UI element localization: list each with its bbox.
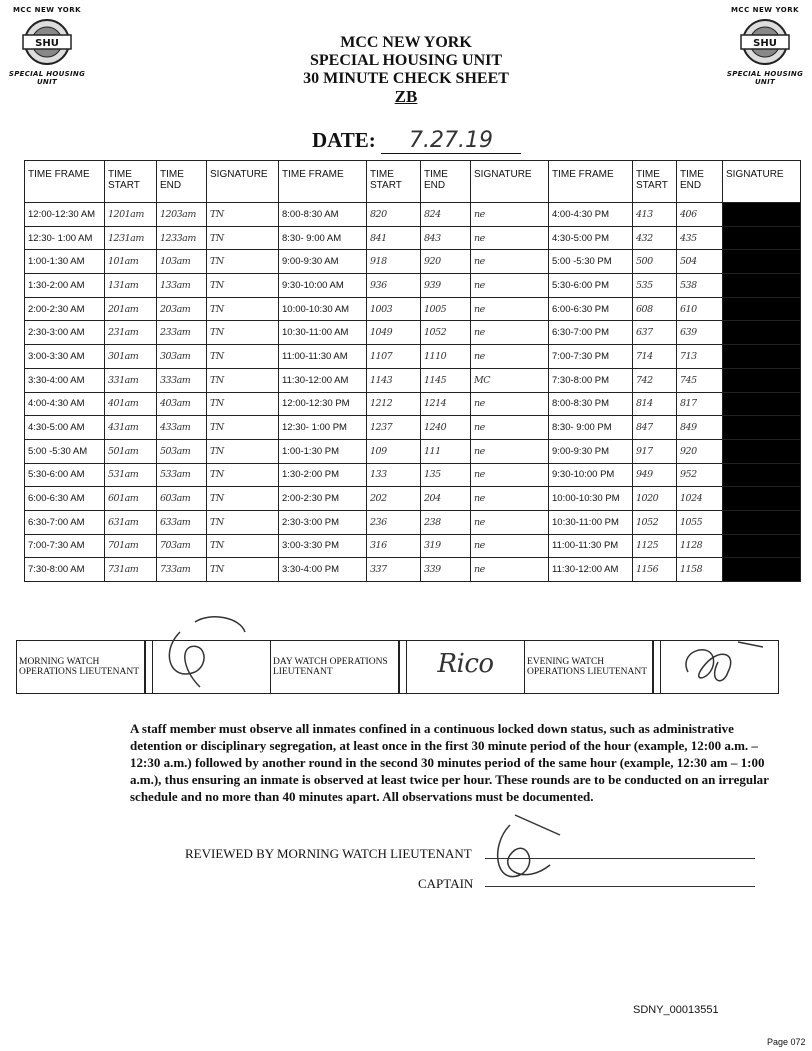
- signature-cell[interactable]: TN: [207, 321, 279, 345]
- time-entry-cell[interactable]: 500: [633, 250, 677, 274]
- time-frame-cell: 11:30-12:00 AM: [279, 368, 367, 392]
- time-entry-cell[interactable]: 920: [677, 439, 723, 463]
- time-entry-cell[interactable]: 103am: [157, 250, 207, 274]
- table-row: [25, 416, 801, 440]
- time-frame-cell: 7:00-7:30 AM: [25, 534, 105, 558]
- time-entry-cell[interactable]: 1214: [421, 392, 471, 416]
- day-watch-label: DAY WATCH OPERATIONS LIEUTENANT: [271, 641, 399, 694]
- logo-bottom-text: SPECIAL HOUSING UNIT: [726, 70, 804, 86]
- time-frame-cell: 10:30-11:00 PM: [549, 510, 633, 534]
- signature-cell[interactable]: TN: [207, 274, 279, 298]
- redacted-cell: [723, 439, 801, 463]
- signature-cell[interactable]: TN: [207, 534, 279, 558]
- time-entry-cell[interactable]: 238: [421, 510, 471, 534]
- signature-cell[interactable]: ne: [471, 510, 549, 534]
- redacted-cell: [723, 321, 801, 345]
- time-entry-cell[interactable]: 1125: [633, 534, 677, 558]
- time-entry-cell[interactable]: 847: [633, 416, 677, 440]
- signature-cell[interactable]: TN: [207, 368, 279, 392]
- time-frame-cell: 4:00-4:30 PM: [549, 203, 633, 227]
- time-frame-cell: 5:30-6:00 PM: [549, 274, 633, 298]
- time-entry-cell[interactable]: 131am: [105, 274, 157, 298]
- table-row: [25, 226, 801, 250]
- column-header: SIGNATURE: [207, 161, 279, 203]
- evening-watch-label: EVENING WATCH OPERATIONS LIEUTENANT: [525, 641, 653, 694]
- time-entry-cell[interactable]: 1212: [367, 392, 421, 416]
- redacted-cell: [723, 203, 801, 227]
- evening-signature-field[interactable]: [661, 641, 779, 694]
- time-frame-cell: 1:30-2:00 PM: [279, 463, 367, 487]
- time-entry-cell[interactable]: 435: [677, 226, 723, 250]
- time-entry-cell[interactable]: 633am: [157, 510, 207, 534]
- table-body: [25, 203, 801, 582]
- time-frame-cell: 2:00-2:30 AM: [25, 297, 105, 321]
- table-row: [25, 297, 801, 321]
- time-frame-cell: 2:30-3:00 AM: [25, 321, 105, 345]
- signature-cell[interactable]: TN: [207, 558, 279, 582]
- signature-cell[interactable]: ne: [471, 558, 549, 582]
- time-frame-cell: 6:00-6:30 AM: [25, 487, 105, 511]
- time-entry-cell[interactable]: 952: [677, 463, 723, 487]
- time-frame-cell: 12:30- 1:00 AM: [25, 226, 105, 250]
- time-entry-cell[interactable]: 403am: [157, 392, 207, 416]
- time-entry-cell[interactable]: 1158: [677, 558, 723, 582]
- time-entry-cell[interactable]: 639: [677, 321, 723, 345]
- signature-cell[interactable]: ne: [471, 439, 549, 463]
- table-row: [25, 463, 801, 487]
- time-entry-cell[interactable]: 1237: [367, 416, 421, 440]
- redacted-cell: [723, 463, 801, 487]
- time-frame-cell: 5:00 -5:30 PM: [549, 250, 633, 274]
- time-frame-cell: 7:00-7:30 PM: [549, 345, 633, 369]
- time-entry-cell[interactable]: 920: [421, 250, 471, 274]
- review-signature-line[interactable]: [485, 858, 755, 859]
- redacted-cell: [723, 274, 801, 298]
- time-frame-cell: 4:30-5:00 AM: [25, 416, 105, 440]
- time-frame-cell: 7:30-8:00 PM: [549, 368, 633, 392]
- morning-signature-field[interactable]: [153, 641, 271, 694]
- document-header: [0, 34, 812, 106]
- header-line1: MCC NEW YORK: [340, 34, 472, 51]
- logo-top-text: MCC NEW YORK: [730, 6, 800, 14]
- table-row: [25, 510, 801, 534]
- table-row: [25, 250, 801, 274]
- signature-cell[interactable]: ne: [471, 345, 549, 369]
- redacted-cell: [723, 297, 801, 321]
- time-entry-cell[interactable]: 231am: [105, 321, 157, 345]
- redacted-cell: [723, 368, 801, 392]
- column-header: TIME FRAME: [549, 161, 633, 203]
- redacted-cell: [723, 392, 801, 416]
- time-entry-cell[interactable]: 1052: [633, 510, 677, 534]
- signature-cell[interactable]: TN: [207, 416, 279, 440]
- signature-cell[interactable]: TN: [207, 250, 279, 274]
- seal-text: SHU: [753, 38, 777, 49]
- time-entry-cell[interactable]: 1049: [367, 321, 421, 345]
- time-entry-cell[interactable]: 939: [421, 274, 471, 298]
- date-row: [312, 128, 521, 154]
- time-entry-cell[interactable]: 1024: [677, 487, 723, 511]
- time-frame-cell: 7:30-8:00 AM: [25, 558, 105, 582]
- time-entry-cell[interactable]: 637: [633, 321, 677, 345]
- time-entry-cell[interactable]: 203am: [157, 297, 207, 321]
- table-row: [25, 558, 801, 582]
- time-entry-cell[interactable]: 406: [677, 203, 723, 227]
- signature-cell[interactable]: TN: [207, 463, 279, 487]
- time-frame-cell: 10:00-10:30 PM: [549, 487, 633, 511]
- signature-cell[interactable]: ne: [471, 463, 549, 487]
- table-row: [25, 534, 801, 558]
- time-entry-cell[interactable]: 337: [367, 558, 421, 582]
- time-entry-cell[interactable]: 133: [367, 463, 421, 487]
- redacted-cell: [723, 416, 801, 440]
- time-entry-cell[interactable]: 917: [633, 439, 677, 463]
- signature-cell[interactable]: ne: [471, 487, 549, 511]
- time-entry-cell[interactable]: 733am: [157, 558, 207, 582]
- time-entry-cell[interactable]: 503am: [157, 439, 207, 463]
- time-entry-cell[interactable]: 433am: [157, 416, 207, 440]
- time-entry-cell[interactable]: 101am: [105, 250, 157, 274]
- time-frame-cell: 8:30- 9:00 AM: [279, 226, 367, 250]
- time-frame-cell: 1:00-1:30 AM: [25, 250, 105, 274]
- time-frame-cell: 9:00-9:30 PM: [549, 439, 633, 463]
- signature-cell[interactable]: TN: [207, 345, 279, 369]
- time-frame-cell: 2:30-3:00 PM: [279, 510, 367, 534]
- time-entry-cell[interactable]: 817: [677, 392, 723, 416]
- time-entry-cell[interactable]: 535: [633, 274, 677, 298]
- signature-cell[interactable]: ne: [471, 392, 549, 416]
- signature-cell[interactable]: ne: [471, 297, 549, 321]
- time-entry-cell[interactable]: 820: [367, 203, 421, 227]
- table-row: [25, 439, 801, 463]
- time-frame-cell: 8:30- 9:00 PM: [549, 416, 633, 440]
- date-label: DATE:: [312, 128, 376, 152]
- signature-cell[interactable]: ne: [471, 416, 549, 440]
- redacted-cell: [723, 558, 801, 582]
- table-header-row: [25, 161, 801, 203]
- page-number: Page 072: [767, 1037, 806, 1047]
- time-frame-cell: 9:00-9:30 AM: [279, 250, 367, 274]
- time-entry-cell[interactable]: 1052: [421, 321, 471, 345]
- time-frame-cell: 9:30-10:00 PM: [549, 463, 633, 487]
- time-frame-cell: 10:30-11:00 AM: [279, 321, 367, 345]
- time-entry-cell[interactable]: 608: [633, 297, 677, 321]
- signature-cell[interactable]: ne: [471, 250, 549, 274]
- redacted-cell: [723, 345, 801, 369]
- time-frame-cell: 2:00-2:30 PM: [279, 487, 367, 511]
- time-entry-cell[interactable]: 401am: [105, 392, 157, 416]
- time-entry-cell[interactable]: 202: [367, 487, 421, 511]
- captain-label: CAPTAIN: [418, 876, 474, 891]
- redacted-cell: [723, 534, 801, 558]
- column-header: TIME FRAME: [25, 161, 105, 203]
- time-entry-cell[interactable]: 504: [677, 250, 723, 274]
- signature-cell[interactable]: TN: [207, 510, 279, 534]
- time-frame-cell: 12:30- 1:00 PM: [279, 416, 367, 440]
- morning-watch-label: MORNING WATCH OPERATIONS LIEUTENANT: [17, 641, 145, 694]
- column-header: TIME END: [157, 161, 207, 203]
- time-frame-cell: 11:00-11:30 AM: [279, 345, 367, 369]
- time-entry-cell[interactable]: 841: [367, 226, 421, 250]
- time-entry-cell[interactable]: 1110: [421, 345, 471, 369]
- time-entry-cell[interactable]: 949: [633, 463, 677, 487]
- signature-cell[interactable]: ne: [471, 203, 549, 227]
- time-entry-cell[interactable]: 1201am: [105, 203, 157, 227]
- column-header: SIGNATURE: [723, 161, 801, 203]
- time-entry-cell[interactable]: 431am: [105, 416, 157, 440]
- time-frame-cell: 5:00 -5:30 AM: [25, 439, 105, 463]
- time-entry-cell[interactable]: 1145: [421, 368, 471, 392]
- watch-signature-table: [16, 640, 779, 694]
- column-header: TIME START: [633, 161, 677, 203]
- time-entry-cell[interactable]: 1233am: [157, 226, 207, 250]
- review-signature-mark: [480, 805, 570, 895]
- bates-number: SDNY_00013551: [633, 1004, 719, 1016]
- header-line3: 30 MINUTE CHECK SHEET: [303, 70, 509, 87]
- time-entry-cell[interactable]: 714: [633, 345, 677, 369]
- signature-cell[interactable]: MC: [471, 368, 549, 392]
- signature-cell[interactable]: ne: [471, 534, 549, 558]
- column-header: TIME START: [105, 161, 157, 203]
- time-entry-cell[interactable]: 936: [367, 274, 421, 298]
- time-entry-cell[interactable]: 1240: [421, 416, 471, 440]
- time-entry-cell[interactable]: 1203am: [157, 203, 207, 227]
- time-entry-cell[interactable]: 316: [367, 534, 421, 558]
- time-frame-cell: 5:30-6:00 AM: [25, 463, 105, 487]
- date-value: 7.27.19: [381, 128, 521, 154]
- policy-notice: A staff member must observe all inmates confined in a continuous locked down status, such as administrative detention or disciplinary segregation, at least once in the first 30 minute period of the hour (example, 12:00 a.m. – 12:30 a.m.) followed by another round in the second 30 minutes period of the same hour (example, 12:30 am – 1:00 a.m.), thus ensuring an inmate is observed at least twice per hour. These rounds are to be conducted on an irregular schedule and no more than 40 minutes apart. All observations must be documented.: [130, 721, 769, 804]
- redacted-cell: [723, 250, 801, 274]
- time-entry-cell[interactable]: 631am: [105, 510, 157, 534]
- time-frame-cell: 6:30-7:00 AM: [25, 510, 105, 534]
- time-entry-cell[interactable]: 603am: [157, 487, 207, 511]
- time-entry-cell[interactable]: 601am: [105, 487, 157, 511]
- time-entry-cell[interactable]: 531am: [105, 463, 157, 487]
- signature-cell[interactable]: TN: [207, 487, 279, 511]
- time-entry-cell[interactable]: 331am: [105, 368, 157, 392]
- time-frame-cell: 3:00-3:30 AM: [25, 345, 105, 369]
- time-entry-cell[interactable]: 1005: [421, 297, 471, 321]
- time-entry-cell[interactable]: 303am: [157, 345, 207, 369]
- signature-cell[interactable]: ne: [471, 321, 549, 345]
- table-row: [25, 345, 801, 369]
- table-row: [25, 487, 801, 511]
- time-entry-cell[interactable]: 432: [633, 226, 677, 250]
- time-frame-cell: 8:00-8:30 AM: [279, 203, 367, 227]
- time-frame-cell: 3:30-4:00 PM: [279, 558, 367, 582]
- time-entry-cell[interactable]: 701am: [105, 534, 157, 558]
- time-entry-cell[interactable]: 1156: [633, 558, 677, 582]
- logo-top-text: MCC NEW YORK: [12, 6, 82, 14]
- column-header: TIME START: [367, 161, 421, 203]
- time-entry-cell[interactable]: 301am: [105, 345, 157, 369]
- time-entry-cell[interactable]: 135: [421, 463, 471, 487]
- time-entry-cell[interactable]: 201am: [105, 297, 157, 321]
- time-entry-cell[interactable]: 538: [677, 274, 723, 298]
- time-entry-cell[interactable]: 918: [367, 250, 421, 274]
- time-frame-cell: 9:30-10:00 AM: [279, 274, 367, 298]
- time-frame-cell: 11:30-12:00 AM: [549, 558, 633, 582]
- time-entry-cell[interactable]: 1128: [677, 534, 723, 558]
- signature-cell[interactable]: ne: [471, 226, 549, 250]
- time-frame-cell: 10:00-10:30 AM: [279, 297, 367, 321]
- time-entry-cell[interactable]: 501am: [105, 439, 157, 463]
- day-signature-field[interactable]: [407, 641, 525, 694]
- time-entry-cell[interactable]: 1143: [367, 368, 421, 392]
- time-entry-cell[interactable]: 731am: [105, 558, 157, 582]
- time-frame-cell: 3:30-4:00 AM: [25, 368, 105, 392]
- time-entry-cell[interactable]: 233am: [157, 321, 207, 345]
- check-table: [24, 160, 801, 582]
- redacted-cell: [723, 487, 801, 511]
- time-entry-cell[interactable]: 745: [677, 368, 723, 392]
- time-entry-cell[interactable]: 1020: [633, 487, 677, 511]
- time-entry-cell[interactable]: 843: [421, 226, 471, 250]
- time-entry-cell[interactable]: 204: [421, 487, 471, 511]
- time-entry-cell[interactable]: 111: [421, 439, 471, 463]
- time-frame-cell: 12:00-12:30 AM: [25, 203, 105, 227]
- review-label: REVIEWED BY MORNING WATCH LIEUTENANT: [185, 846, 472, 861]
- table-row: [25, 368, 801, 392]
- time-frame-cell: 4:00-4:30 AM: [25, 392, 105, 416]
- time-entry-cell[interactable]: 814: [633, 392, 677, 416]
- time-frame-cell: 6:30-7:00 PM: [549, 321, 633, 345]
- redacted-cell: [723, 510, 801, 534]
- time-entry-cell[interactable]: 610: [677, 297, 723, 321]
- column-header: TIME END: [677, 161, 723, 203]
- table-row: [25, 274, 801, 298]
- table-row: [25, 203, 801, 227]
- time-frame-cell: 8:00-8:30 PM: [549, 392, 633, 416]
- time-entry-cell[interactable]: 713: [677, 345, 723, 369]
- time-entry-cell[interactable]: 1003: [367, 297, 421, 321]
- column-header: TIME FRAME: [279, 161, 367, 203]
- time-frame-cell: 3:00-3:30 PM: [279, 534, 367, 558]
- time-frame-cell: 11:00-11:30 PM: [549, 534, 633, 558]
- time-entry-cell[interactable]: 1055: [677, 510, 723, 534]
- time-entry-cell[interactable]: 849: [677, 416, 723, 440]
- signature-cell[interactable]: TN: [207, 226, 279, 250]
- time-entry-cell[interactable]: 742: [633, 368, 677, 392]
- time-entry-cell[interactable]: 533am: [157, 463, 207, 487]
- time-entry-cell[interactable]: 1107: [367, 345, 421, 369]
- time-frame-cell: 1:00-1:30 PM: [279, 439, 367, 463]
- seal-text: SHU: [35, 38, 59, 49]
- time-entry-cell[interactable]: 333am: [157, 368, 207, 392]
- time-entry-cell[interactable]: 109: [367, 439, 421, 463]
- time-entry-cell[interactable]: 824: [421, 203, 471, 227]
- signature-cell[interactable]: TN: [207, 203, 279, 227]
- time-entry-cell[interactable]: 1231am: [105, 226, 157, 250]
- time-frame-cell: 4:30-5:00 PM: [549, 226, 633, 250]
- time-entry-cell[interactable]: 339: [421, 558, 471, 582]
- captain-signature-line[interactable]: [485, 886, 755, 887]
- signature-cell[interactable]: TN: [207, 297, 279, 321]
- column-header: TIME END: [421, 161, 471, 203]
- table-row: [25, 392, 801, 416]
- time-frame-cell: 6:00-6:30 PM: [549, 297, 633, 321]
- signature-cell[interactable]: TN: [207, 392, 279, 416]
- time-frame-cell: 12:00-12:30 PM: [279, 392, 367, 416]
- logo-bottom-text: SPECIAL HOUSING UNIT: [8, 70, 86, 86]
- signature-cell[interactable]: TN: [207, 439, 279, 463]
- column-header: SIGNATURE: [471, 161, 549, 203]
- header-line2: SPECIAL HOUSING UNIT: [309, 52, 503, 69]
- day-signature: Rico: [437, 649, 494, 679]
- table-row: [25, 321, 801, 345]
- time-entry-cell[interactable]: 236: [367, 510, 421, 534]
- time-entry-cell[interactable]: 413: [633, 203, 677, 227]
- time-entry-cell[interactable]: 703am: [157, 534, 207, 558]
- redacted-cell: [723, 226, 801, 250]
- unit-code: ZB: [394, 87, 418, 106]
- time-frame-cell: 1:30-2:00 AM: [25, 274, 105, 298]
- signature-cell[interactable]: ne: [471, 274, 549, 298]
- time-entry-cell[interactable]: 133am: [157, 274, 207, 298]
- time-entry-cell[interactable]: 319: [421, 534, 471, 558]
